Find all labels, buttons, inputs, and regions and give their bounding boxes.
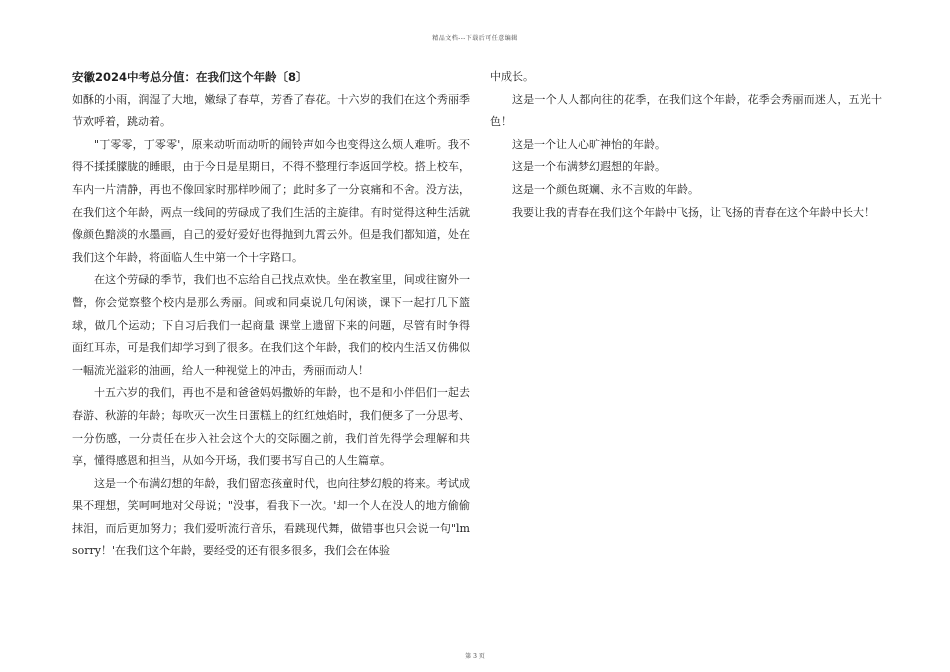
paragraph: 十五六岁的我们，再也不是和爸爸妈妈撒娇的年龄，也不是和小伴侣们一起去春游、秋游的年龄；每吹灭一次生日蛋糕上的红红烛焰时，我们便多了一分思考、一分伤感，一分责任在步入社会这个大的交际圈之前，我们首先得学会理解和共享，懂得感恩和担当，从如今开场，我们要书写自己的人生篇章。: [72, 386, 470, 468]
article-title: 安徽2024中考总分值：在我们这个年龄〔8〕: [72, 70, 308, 84]
paragraph: 这是一个让人心旷神怡的年龄。: [512, 137, 666, 151]
page-header: 精品文档---下载后可任意编辑: [432, 35, 518, 42]
right-column: [490, 66, 882, 224]
paragraph: 这是一个人人都向往的花季，在我们这个年龄，花季会秀丽而迷人，五光十色！: [490, 92, 882, 129]
left-column: [72, 66, 470, 563]
paragraph: 在这个劳碌的季节，我们也不忘给自己找点欢快。坐在教室里，间或往窗外一瞥，你会觉察整个校内是那么秀丽。间或和同桌说几句闲谈，课下一起打几下篮球，做几个运动；下自习后我们一起商量 课堂上遗留下来的问题，尽管有时争得面红耳赤，可是我们却学习到了很多。在我们这个年龄，我们的校内生活又仿佛似一幅流光溢彩的油画，给人一种视觉上的冲击，秀丽而动人！: [72, 273, 470, 377]
page-number: 第 3 页: [465, 653, 485, 660]
paragraph: 这是一个布满梦幻遐想的年龄。: [512, 160, 666, 174]
paragraph: 我要让我的青春在我们这个年龄中飞扬，让飞扬的青春在这个年龄中长大！: [512, 205, 875, 219]
paragraph: 这是一个布满幻想的年龄，我们留恋孩童时代，也向往梦幻般的将来。考试成果不理想，笑呵呵地对父母说；"没事，看我下一次。'却一个人在没人的地方偷偷抹泪，而后更加努力；我们爱听流行音乐，看跳现代舞，做错事也只会说一句"lmsorry！'在我们这个年龄，要经受的还有很多很多，我们会在体验: [72, 476, 470, 558]
paragraph: 如酥的小雨，润湿了大地，嫩绿了春草，芳香了春花。十六岁的我们在这个秀丽季节欢呼着，跳动着。: [72, 92, 470, 129]
paragraph: 中成长。: [490, 70, 534, 83]
paragraph: 这是一个颜色斑斓、永不言败的年龄。: [512, 182, 699, 196]
paragraph: "丁零零，丁零零'，原来动听而动听的闹铃声如今也变得这么烦人难听。我不得不揉揉朦胧的睡眼，由于今日是星期日，不得不整理行李返回学校。搭上校车，车内一片清静，再也不像回家时那样吵闹了；此时多了一分哀痛和不舍。没方法，在我们这个年龄，两点一线间的劳碌成了我们生活的主旋律。有时觉得这种生活就像颜色黯淡的水墨画，自己的爱好爱好也得抛到九霄云外。但是我们都知道，处在我们这个年龄，将面临人生中第一个十字路口。: [72, 137, 470, 264]
